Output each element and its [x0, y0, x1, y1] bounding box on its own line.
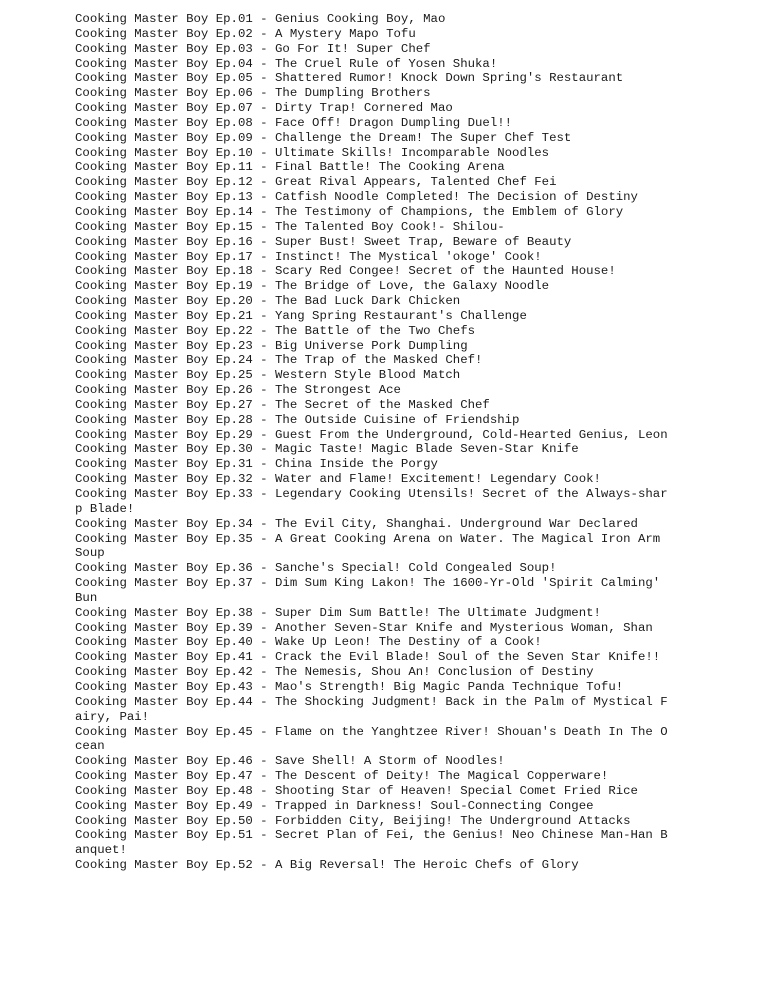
episode-line: Cooking Master Boy Ep.40 - Wake Up Leon! The Destiny of a Cook! — [75, 635, 542, 650]
episode-line: Cooking Master Boy Ep.08 - Face Off! Dragon Dumpling Duel!! — [75, 115, 513, 130]
episode-line: Cooking Master Boy Ep.39 - Another Seven-Star Knife and Mysterious Woman, Shan — [75, 620, 653, 635]
episode-line: Cooking Master Boy Ep.45 - Flame on the Yanghtzee River! Shouan's Death In The O — [75, 724, 668, 739]
episode-line: Cooking Master Boy Ep.24 - The Trap of the Masked Chef! — [75, 353, 483, 368]
episode-line: Cooking Master Boy Ep.31 - China Inside the Porgy — [75, 457, 438, 472]
episode-line: Cooking Master Boy Ep.42 - The Nemesis, Shou An! Conclusion of Destiny — [75, 665, 594, 680]
episode-line: Cooking Master Boy Ep.17 - Instinct! The Mystical 'okoge' Cook! — [75, 249, 542, 264]
episode-line: Cooking Master Boy Ep.23 - Big Universe Pork Dumpling — [75, 338, 468, 353]
episode-line: Cooking Master Boy Ep.43 - Mao's Strength! Big Magic Panda Technique Tofu! — [75, 679, 624, 694]
episode-line: Cooking Master Boy Ep.22 - The Battle of the Two Chefs — [75, 323, 476, 338]
episode-line: Cooking Master Boy Ep.20 - The Bad Luck Dark Chicken — [75, 294, 461, 309]
episode-line: Cooking Master Boy Ep.37 - Dim Sum King Lakon! The 1600-Yr-Old 'Spirit Calming' — [75, 576, 661, 591]
episode-line: Cooking Master Boy Ep.33 - Legendary Cooking Utensils! Secret of the Always-shar — [75, 487, 668, 501]
episode-line: Cooking Master Boy Ep.47 - The Descent of Deity! The Magical Copperware! — [75, 769, 609, 784]
episode-line: Cooking Master Boy Ep.21 - Yang Spring Restaurant's Challenge — [75, 308, 527, 323]
episode-line: Cooking Master Boy Ep.34 - The Evil City, Shanghai. Underground War Declared — [75, 516, 638, 531]
episode-line: Cooking Master Boy Ep.52 - A Big Reversal! The Heroic Chefs of Glory — [75, 858, 579, 873]
episode-line: Cooking Master Boy Ep.19 - The Bridge of Love, the Galaxy Noodle — [75, 279, 550, 294]
episode-line: p Blade! — [75, 501, 135, 516]
episode-line: Cooking Master Boy Ep.13 - Catfish Noodle Completed! The Decision of Destiny — [75, 190, 638, 205]
episode-line: Cooking Master Boy Ep.32 - Water and Flame! Excitement! Legendary Cook! — [75, 472, 601, 487]
episode-list — [75, 12, 675, 873]
episode-line: Cooking Master Boy Ep.48 - Shooting Star of Heaven! Special Comet Fried Rice — [75, 783, 638, 798]
episode-line: Cooking Master Boy Ep.41 - Crack the Evil Blade! Soul of the Seven Star Knife!! — [75, 650, 661, 665]
episode-line: Cooking Master Boy Ep.01 - Genius Cooking Boy, Mao — [75, 12, 446, 26]
episode-line: Cooking Master Boy Ep.36 - Sanche's Special! Cold Congealed Soup! — [75, 561, 557, 576]
episode-line: Cooking Master Boy Ep.26 - The Strongest Ace — [75, 383, 401, 398]
episode-line: Cooking Master Boy Ep.10 - Ultimate Skills! Incomparable Noodles — [75, 145, 550, 160]
episode-line: Cooking Master Boy Ep.03 - Go For It! Super Chef — [75, 41, 431, 56]
episode-line: Cooking Master Boy Ep.05 - Shattered Rumor! Knock Down Spring's Restaurant — [75, 71, 624, 86]
episode-line: Cooking Master Boy Ep.09 - Challenge the Dream! The Super Chef Test — [75, 130, 572, 145]
episode-line: Cooking Master Boy Ep.29 - Guest From the Underground, Cold-Hearted Genius, Leon — [75, 427, 668, 442]
episode-line: Cooking Master Boy Ep.11 - Final Battle! The Cooking Arena — [75, 160, 505, 175]
episode-line: Cooking Master Boy Ep.51 - Secret Plan of Fei, the Genius! Neo Chinese Man-Han B — [75, 828, 668, 843]
episode-line: Cooking Master Boy Ep.02 - A Mystery Mapo Tofu — [75, 26, 416, 41]
episode-line: Cooking Master Boy Ep.44 - The Shocking Judgment! Back in the Palm of Mystical F — [75, 694, 668, 709]
episode-line: Cooking Master Boy Ep.12 - Great Rival Appears, Talented Chef Fei — [75, 175, 557, 190]
episode-line: Cooking Master Boy Ep.14 - The Testimony of Champions, the Emblem of Glory — [75, 204, 624, 219]
episode-line: Cooking Master Boy Ep.35 - A Great Cooking Arena on Water. The Magical Iron Arm — [75, 531, 661, 546]
episode-line: anquet! — [75, 843, 127, 858]
episode-line: Cooking Master Boy Ep.30 - Magic Taste! Magic Blade Seven-Star Knife — [75, 442, 579, 457]
episode-line: Bun — [75, 590, 98, 605]
episode-line: cean — [75, 739, 105, 754]
episode-line: Cooking Master Boy Ep.25 - Western Style Blood Match — [75, 368, 461, 383]
episode-line: Cooking Master Boy Ep.50 - Forbidden City, Beijing! The Underground Attacks — [75, 813, 631, 828]
episode-line: Cooking Master Boy Ep.04 - The Cruel Rule of Yosen Shuka! — [75, 56, 498, 71]
episode-line: airy, Pai! — [75, 709, 150, 724]
episode-line: Cooking Master Boy Ep.06 - The Dumpling Brothers — [75, 86, 431, 101]
episode-line: Cooking Master Boy Ep.27 - The Secret of the Masked Chef — [75, 397, 490, 412]
episode-line: Cooking Master Boy Ep.38 - Super Dim Sum Battle! The Ultimate Judgment! — [75, 605, 601, 620]
episode-line: Soup — [75, 546, 105, 561]
episode-line: Cooking Master Boy Ep.18 - Scary Red Congee! Secret of the Haunted House! — [75, 264, 616, 279]
episode-line: Cooking Master Boy Ep.49 - Trapped in Darkness! Soul-Connecting Congee — [75, 798, 594, 813]
episode-line: Cooking Master Boy Ep.28 - The Outside Cuisine of Friendship — [75, 412, 520, 427]
episode-line: Cooking Master Boy Ep.46 - Save Shell! A Storm of Noodles! — [75, 754, 505, 769]
episode-line: Cooking Master Boy Ep.07 - Dirty Trap! Cornered Mao — [75, 101, 453, 116]
episode-line: Cooking Master Boy Ep.15 - The Talented Boy Cook!- Shilou- — [75, 219, 505, 234]
episode-line: Cooking Master Boy Ep.16 - Super Bust! Sweet Trap, Beware of Beauty — [75, 234, 572, 249]
